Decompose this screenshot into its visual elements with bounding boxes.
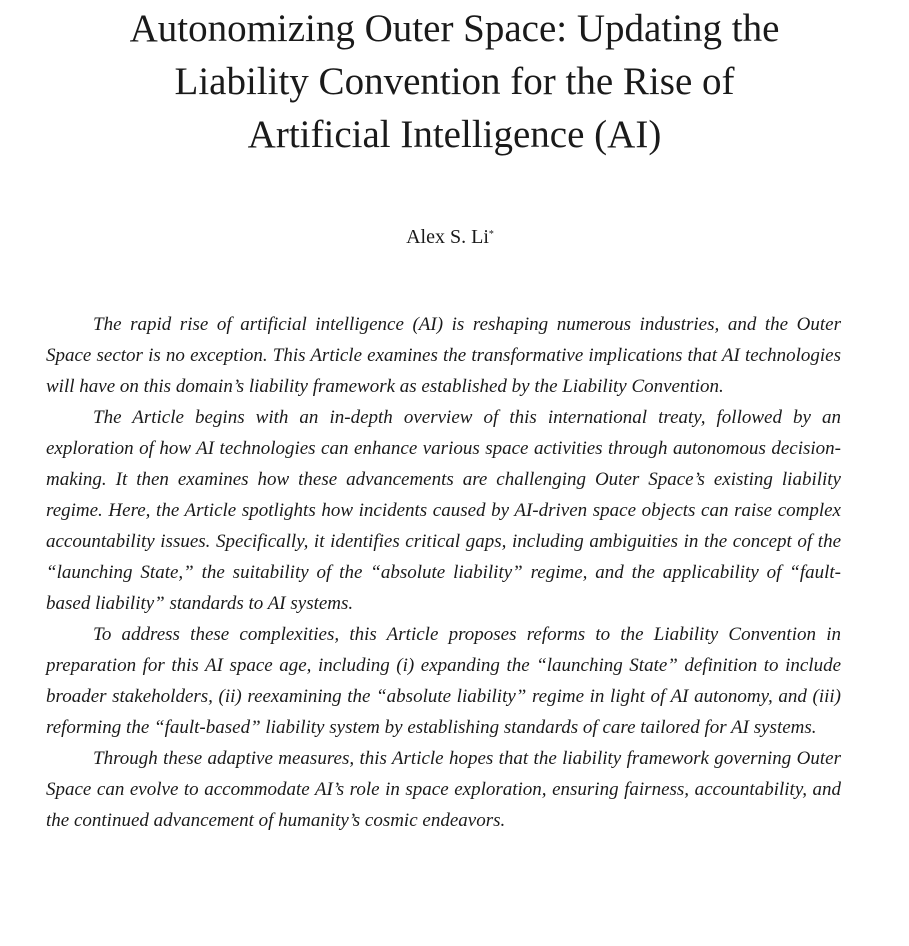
title-line-1: Autonomizing Outer Space: Updating the: [129, 7, 780, 50]
title-line-2: Liability Convention for the Rise of: [174, 60, 735, 103]
author-byline: [0, 225, 900, 249]
abstract-paragraph-4: Through these adaptive measures, this Article hopes that the liability framework governing Outer Space can evolve to accommodate AI’s role in space exploration, ensuring fairness, accountability, and the continued advancement of humanity’s cosmic endeavors.: [46, 748, 841, 831]
abstract-paragraph-2: The Article begins with an in-depth overview of this international treaty, followed by an exploration of how AI technologies can enhance various space activities through autonomous decision-making. It then examines how these advancements are challenging Outer Space’s existing liability regime. Here, the Article spotlights how incidents caused by AI-driven space objects can raise complex accountability issues. Specifically, it identifies critical gaps, including ambiguities in the concept of the “launching State,” the suitability of the “absolute liability” regime, and the applicability of “fault-based liability” standards to AI systems.: [46, 407, 841, 614]
title-line-3: Artificial Intelligence (AI): [247, 113, 662, 156]
abstract-paragraph-1: The rapid rise of artificial intelligence (AI) is reshaping numerous industries, and the Outer Space sector is no exception. This Article examines the transformative implications that AI technologies will have on this domain’s liability framework as established by the Liability Convention.: [46, 314, 841, 397]
author-name: Alex S. Li: [406, 226, 489, 248]
abstract-paragraph-3: To address these complexities, this Article proposes reforms to the Liability Convention in preparation for this AI space age, including (i) expanding the “launching State” definition to include broader stakeholders, (ii) reexamining the “absolute liability” regime in light of AI autonomy, and (iii) reforming the “fault-based” liability system by establishing standards of care tailored for AI systems.: [46, 624, 841, 738]
article-title: [0, 2, 909, 161]
author-footnote-mark[interactable]: *: [488, 229, 494, 240]
abstract: [46, 309, 841, 836]
